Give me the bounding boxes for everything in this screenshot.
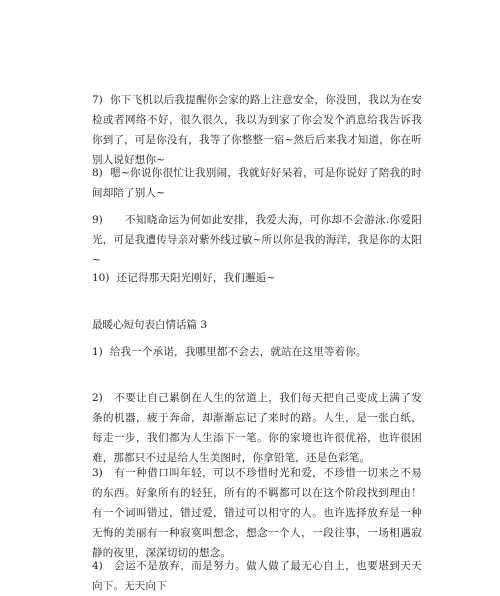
list-item-text: 会运不是放弃，而是努力。做人做了最无心自上，也要堪到天天向下。无天向下 — [92, 560, 422, 592]
list-item-number: 2) — [92, 392, 103, 404]
section-item-2 — [92, 388, 422, 468]
list-item-number: 4) — [92, 560, 103, 572]
list-item-9 — [92, 210, 422, 270]
list-item-text: 你下飞机以后我提醒你会家的路上注意安全，你没回，我以为在安检或者网络不好，很久很久，我以为到家了你会发个消息给我告诉我你到了，可是你没有，我等了你整整一宿~然后后来我才知道，你在听别人说好想你~ — [92, 94, 422, 166]
list-item-text: 不要让自己累倒在人生的岔道上，我们每天把自己变成上满了发条的机器，疲于奔命，却渐渐忘记了来时的路。人生，是一张白纸，每走一步，我们都为人生添下一笔。你的家境也许很优裕，也许很困难，那都只不过是给人生美图时，你拿铅笔，还是色彩笔。 — [92, 392, 422, 464]
list-item-number: 3) — [92, 467, 103, 479]
section-item-4 — [92, 556, 422, 592]
list-item-number: 10) — [92, 272, 110, 284]
list-item-7 — [92, 90, 422, 170]
list-item-text: 有一种借口叫年轻，可以不珍惜时光和爱，不珍惜一切来之不易的东西。好象所有的轻狂，所有的不羁都可以在这个阶段找到理由！有一个词叫错过，错过爱，错过可以相守的人。也许选择放弃是一种无悔的美丽有一种寂寞叫想念，想念一个人，一段往事，一场相遇寂静的夜里，深深切切的想念。 — [92, 467, 422, 559]
list-item-number: 7) — [92, 94, 103, 106]
list-item-8 — [92, 163, 422, 203]
list-item-number: 1) — [92, 346, 103, 358]
list-item-text: 嗯~你说你很忙让我别闹，我就好好呆着，可是你说好了陪我的时间却陪了别人~ — [92, 167, 422, 199]
list-item-text: 给我一个承诺，我哪里都不会去，就站在这里等着你。 — [109, 346, 367, 358]
section-title: 最暖心短句表白情话篇 3 — [92, 319, 208, 331]
list-item-text: 不知晓命运为何如此安排，我爱大海，可你却不会游泳.你爱阳光，可是我遭传导亲对紫外线过敏~所以你是我的海洋，我是你的太阳~ — [92, 214, 422, 266]
section-item-3 — [92, 463, 422, 563]
list-item-10 — [92, 268, 422, 288]
list-item-number: 9) — [92, 214, 103, 226]
list-item-text: 还记得那天阳光刚好，我们邂逅~ — [116, 272, 276, 284]
section-item-1 — [92, 342, 422, 362]
list-item-number: 8) — [92, 167, 103, 179]
